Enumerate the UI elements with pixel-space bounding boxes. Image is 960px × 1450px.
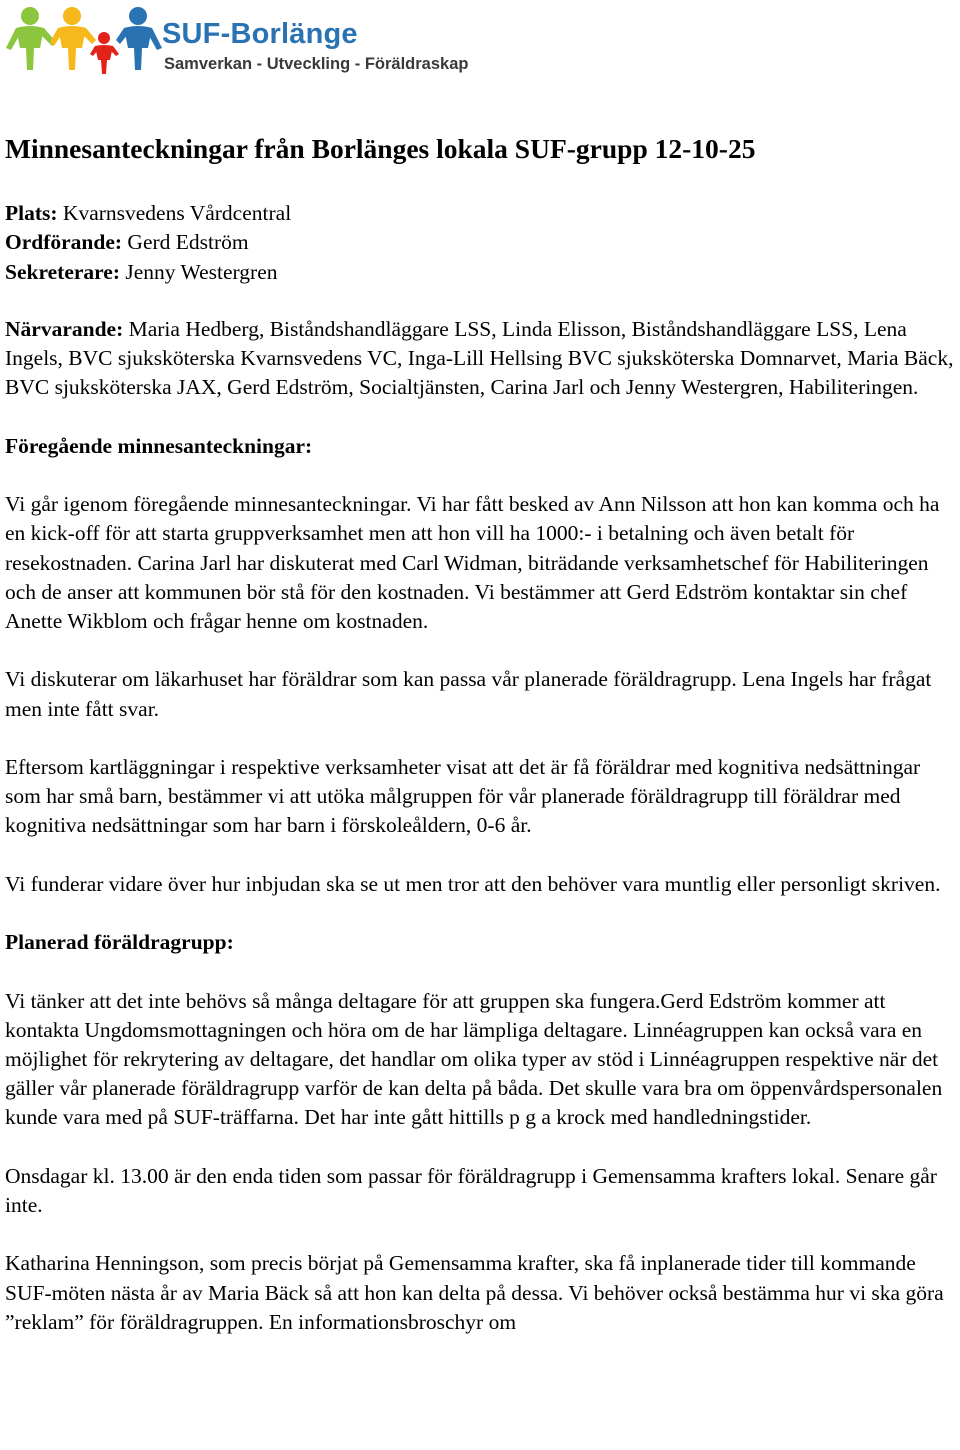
place-value: Kvarnsvedens Vårdcentral	[57, 201, 292, 225]
logo-title: SUF-Borlänge	[162, 18, 358, 50]
logo-tagline: Samverkan - Utveckling - Föräldraskap	[164, 55, 469, 73]
secretary-line	[5, 258, 291, 287]
paragraph: Vi tänker att det inte behövs så många deltagare för att gruppen ska fungera.Gerd Edström kommer att kontakta Ungdomsmottagningen och höra om de har lämpliga deltagare. Linnéagruppen kan också vara en möjlighet för rekrytering av deltagare, det handlar om olika typer av stöd i Linnéagruppen respektive när det gäller vår planerade föräldragrupp varför de kan delta på båda. Det skulle vara bra om öppenvårdspersonalen kunde vara med på SUF-träffarna. Det har inte gått hittills p g a krock med handledningstider.	[5, 988, 943, 1130]
page-title: Minnesanteckningar från Borlänges lokala SUF-grupp 12-10-25	[5, 133, 756, 164]
logo	[4, 4, 474, 76]
section-heading-previous-minutes: Föregående minnesanteckningar:	[5, 433, 313, 458]
paragraph: Onsdagar kl. 13.00 är den enda tiden som passar för föräldragrupp i Gemensamma krafters lokal. Senare går inte.	[5, 1163, 937, 1217]
present-value: Maria Hedberg, Biståndshandläggare LSS, Linda Elisson, Biståndshandläggare LSS, Lena Ingels, BVC sjuksköterska Kvarnsvedens VC, Inga-Lill Hellsing BVC sjuksköterska Domnarvet, Maria Bäck, BVC sjuksköterska JAX, Gerd Edström, Socialtjänsten, Carina Jarl och Jenny Westergren, Habiliteringen.	[5, 317, 954, 400]
family-figures-icon	[4, 4, 164, 76]
paragraph: Vi funderar vidare över hur inbjudan ska se ut men tror att den behöver vara muntlig eller personligt skriven.	[5, 871, 941, 896]
present-paragraph	[5, 315, 960, 403]
chair-line	[5, 228, 291, 257]
meeting-meta	[5, 199, 291, 287]
place-label: Plats:	[5, 201, 58, 225]
present-label: Närvarande:	[5, 317, 124, 341]
paragraph: Katharina Henningson, som precis börjat på Gemensamma krafter, ska få inplanerade tider till kommande SUF-möten nästa år av Maria Bäck så att hon kan delta på dessa. Vi behöver också bestämma hur vi ska göra ”reklam” för föräldragruppen. En informationsbroschyr om	[5, 1251, 944, 1334]
paragraph: Vi diskuterar om läkarhuset har föräldrar som kan passa vår planerade föräldragrupp. Lena Ingels har frågat men inte fått svar.	[5, 667, 932, 721]
paragraph: Vi går igenom föregående minnesanteckningar. Vi har fått besked av Ann Nilsson att hon kan komma och ha en kick-off för att starta gruppverksamhet men att hon vill ha 1000:- i betalning och även betalt för resekostnaden. Carina Jarl har diskuterat med Carl Widman, biträdande verksamhetschef för Habiliteringen och de anser att kommunen bör stå för den kostnaden. Vi bestämmer att Gerd Edström kontaktar sin chef Anette Wikblom och frågar henne om kostnaden.	[5, 492, 940, 633]
minutes-body	[5, 315, 960, 1366]
green-figure-icon	[6, 7, 56, 70]
chair-label: Ordförande:	[5, 230, 123, 255]
blue-figure-icon	[116, 7, 162, 70]
paragraph: Eftersom kartläggningar i respektive verksamheter visat att det är få föräldrar med kognitiva nedsättningar som har små barn, bestämmer vi att utöka målgruppen för vår planerade föräldragrupp till föräldrar med kognitiva nedsättningar som har barn i förskoleåldern, 0-6 år.	[5, 754, 921, 838]
chair-value: Gerd Edström	[122, 230, 249, 255]
place-line	[5, 199, 291, 228]
secretary-value: Jenny Westergren	[120, 259, 278, 284]
section-heading-planned-parent-group: Planerad föräldragrupp:	[5, 930, 234, 955]
yellow-figure-icon	[50, 7, 96, 70]
secretary-label: Sekreterare:	[5, 259, 121, 284]
